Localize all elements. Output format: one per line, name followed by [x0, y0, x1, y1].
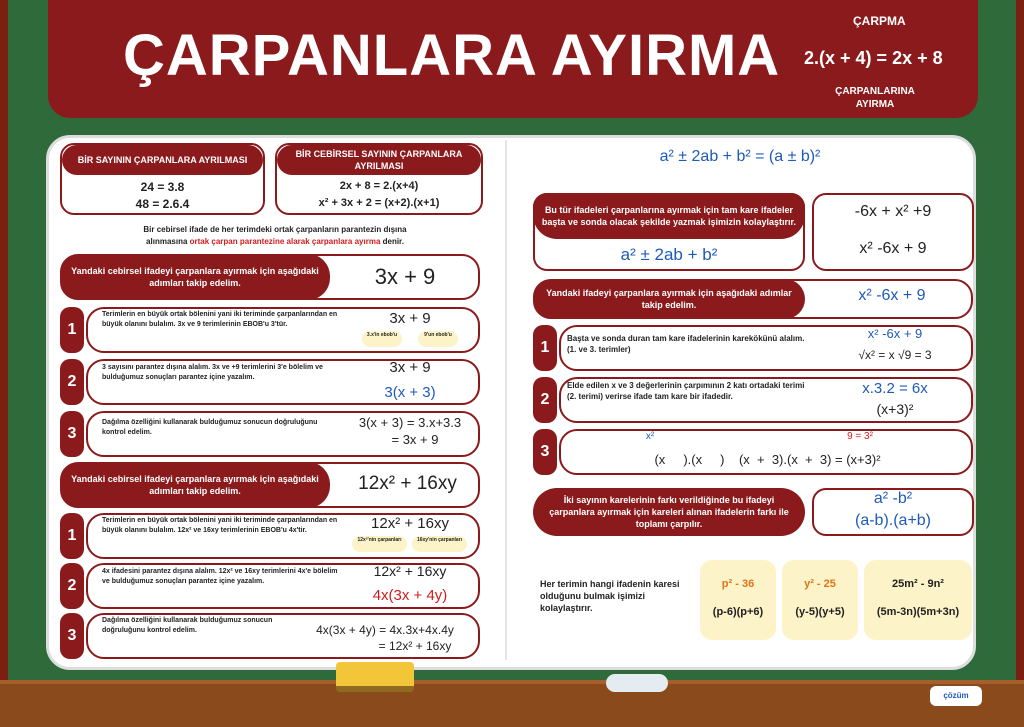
r-step-1-expr-1: x² -6x + 9	[867, 326, 923, 341]
example-p-box	[700, 560, 776, 640]
step-1-text: Terimlerin en büyük ortak bölenini yani iki teriminde çarpanlarından en büyük olanını bulalım. 3x ve 9 terimlerinin EBOB'u 3'tür.	[102, 311, 338, 328]
step-4-text: Terimlerin en büyük ortak bölenini yani iki teriminde çarpanlarından en büyük olanını bulalım. 12x² ve 16xy terimlerinin EBOB'u 4x'tir.	[102, 517, 338, 534]
header-banner	[48, 0, 978, 118]
step-2-expr-2: 3(x + 3)	[384, 384, 436, 401]
step-3-number: 3	[60, 411, 84, 457]
r-step-2-number: 2	[533, 377, 557, 423]
example-y-a: (y-5)(y+5)	[795, 606, 845, 618]
example-1-label: Yandaki cebirsel ifadeyi çarpanlara ayırmak için aşağıdaki adımları takip edelim.	[60, 254, 330, 300]
hint-text: Her terimin hangi ifadenin karesi olduğunu bulmak işimizi kolaylaştırır.	[540, 579, 680, 613]
step-1-note-2: 9'un ebob'u	[418, 331, 458, 347]
step-6-number: 3	[60, 613, 84, 659]
example-3-label: Yandaki ifadeyi çarpanlara ayırmak için aşağıdaki adımlar takip edelim.	[533, 279, 805, 319]
step-2-expr-1: 3x + 9	[389, 359, 431, 376]
example-mn-box	[864, 560, 972, 640]
number-factor-title: BİR SAYININ ÇARPANLARA AYRILMASI	[62, 145, 263, 175]
r-step-1-text: Başta ve sonda duran tam kare ifadelerinin karekökünü alalım. (1. ve 3. terimler)	[567, 334, 805, 354]
step-5-expr-2: 4x(3x + 4y)	[372, 587, 448, 604]
r-step-3-top-1: x²	[645, 431, 655, 442]
r-step-1-number: 1	[533, 325, 557, 371]
step-2-text: 3 sayısını parantez dışına alalım. 3x ve +9 terimlerini 3'e bölelim ve bulduğumuz sonuçları parantez içine yazalım.	[102, 364, 323, 381]
multiply-label: ÇARPMA	[853, 14, 906, 28]
step-1-number: 1	[60, 307, 84, 353]
step-6-text: Dağılma özelliğini kullanarak bulduğumuz sonucun doğruluğunu kontrol edelim.	[102, 617, 273, 634]
algebra-line-1: 2x + 8 = 2.(x+4)	[339, 180, 419, 192]
example-p-a: (p-6)(p+6)	[712, 606, 764, 618]
step-3-expr-1: 3(x + 3) = 3.x+3.3	[358, 415, 462, 430]
step-6-expr-1: 4x(3x + 4y) = 4x.3x+4x.4y	[316, 623, 454, 637]
chalk-stick	[606, 674, 668, 692]
example-1-expr: 3x + 9	[374, 264, 436, 289]
step-4-expr: 12x² + 16xy	[371, 515, 449, 532]
intro-line-1: Bir cebirsel ifade de her terimdeki ortak çarpanların parantezin dışına	[143, 225, 407, 234]
step-3-text: Dağılma özelliğini kullanarak bulduğumuz sonucun doğruluğunu kontrol edelim.	[102, 419, 318, 436]
difference-text: İki sayının karelerinin farkı verildiğinde bu ifadeyi çarpanlara ayırmak için kareleri alınan ifadelerin farkı ile toplamı çarpılır.	[533, 488, 805, 536]
reorder-expr-2: x² -6x + 9	[859, 240, 927, 257]
number-line-1: 24 = 3.8	[140, 180, 185, 194]
r-step-2-text: Elde edilen x ve 3 değerlerinin çarpımının 2 katı ortadaki terimi (2. terimi) verirse ifade tam kare bir ifadedir.	[567, 381, 805, 401]
page-title: ÇARPANLARA AYIRMA	[123, 23, 781, 88]
factor-label: ÇARPANLARINA AYIRMA	[835, 86, 915, 110]
r-step-2-expr-2: (x+3)²	[876, 401, 914, 417]
example-2-label: Yandaki cebirsel ifadeyi çarpanlara ayırmak için aşağıdaki adımları takip edelim.	[60, 462, 330, 508]
step-6-expr-2: = 12x² + 16xy	[378, 639, 452, 653]
r-step-3-expr: (x ).(x ) (x + 3).(x + 3) = (x+3)²	[654, 452, 881, 467]
step-4-note-2: 16xy'nin çarpanları	[412, 536, 467, 552]
header-equation: 2.(x + 4) = 2x + 8	[804, 48, 943, 68]
number-line-2: 48 = 2.6.4	[135, 197, 190, 211]
info-1-expr: a² ± 2ab + b²	[620, 245, 718, 264]
step-4-number: 1	[60, 513, 84, 559]
step-4-note-1: 12x²'nin çarpanları	[352, 536, 407, 552]
publisher-logo: çözüm	[930, 686, 982, 706]
example-2-expr: 12x² + 16xy	[358, 473, 457, 494]
step-2-number: 2	[60, 359, 84, 405]
example-p-q: p² - 36	[721, 578, 755, 590]
r-step-1-expr-2: √x² = x √9 = 3	[858, 348, 932, 362]
step-5-expr-1: 12x² + 16xy	[373, 563, 447, 579]
example-y-q: y² - 25	[804, 578, 836, 590]
step-1-expr: 3x + 9	[389, 310, 431, 327]
perfect-square-formula: a² ± 2ab + b² = (a ± b)²	[659, 148, 821, 165]
difference-expr-2: (a-b).(a+b)	[854, 512, 932, 529]
r-step-3-top-2: 9 = 3²	[847, 431, 873, 442]
example-mn-a: (5m-3n)(5m+3n)	[876, 606, 960, 618]
info-1-text: Bu tür ifadeleri çarpanlarına ayırmak için tam kare ifadeler başta ve sonda olacak şekilde yazmak işimizin kolaylaştırır.	[533, 193, 805, 239]
algebra-line-2: x² + 3x + 2 = (x+2).(x+1)	[318, 197, 440, 209]
eraser	[336, 662, 414, 692]
example-mn-q: 25m² - 9n²	[892, 578, 944, 590]
step-3-expr-2: = 3x + 9	[391, 432, 439, 447]
page-divider	[505, 140, 507, 660]
step-5-text: 4x ifadesini parantez dışına alalım. 12x² ve 16xy terimlerini 4x'e bölelim ve bulduğumuz sonuçları parantez içine yazalım.	[102, 568, 338, 585]
reorder-expr-1: -6x + x² +9	[854, 203, 932, 220]
step-5-number: 2	[60, 563, 84, 609]
r-step-3-number: 3	[533, 429, 557, 475]
difference-expr-1: a² -b²	[873, 490, 913, 507]
r-step-2-expr-1: x.3.2 = 6x	[862, 380, 928, 397]
step-1-note-1: 3.x'in ebob'u	[362, 331, 402, 347]
example-3-expr: x² -6x + 9	[858, 287, 926, 304]
example-y-box	[782, 560, 858, 640]
intro-line-2: alınmasına ortak çarpan parantezine alarak çarpanlara ayırma denir.	[146, 237, 404, 246]
algebra-factor-title: BİR CEBİRSEL SAYININ ÇARPANLARA AYRILMASI	[277, 145, 481, 175]
chalk-tray	[0, 680, 1024, 727]
